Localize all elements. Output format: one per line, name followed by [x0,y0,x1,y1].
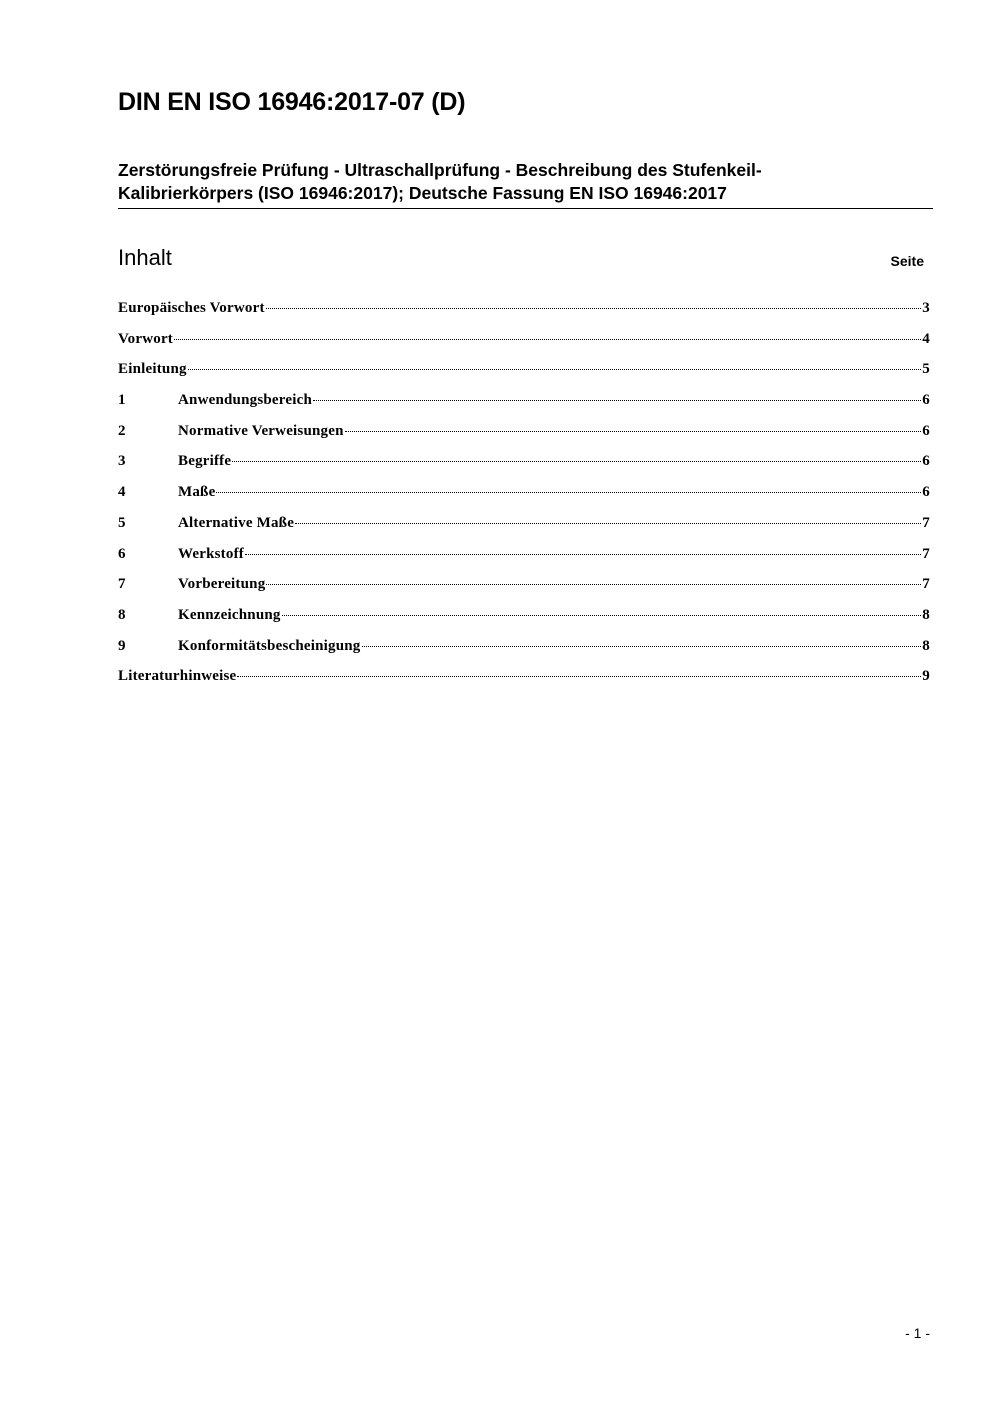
toc-entry-title[interactable]: Begriffe [178,453,232,470]
toc-entry-page[interactable]: 9 [922,668,930,685]
toc-leader-dots [174,339,921,340]
toc-entry-title[interactable]: Einleitung [118,361,187,378]
toc-entry-title[interactable]: Kennzeichnung [178,606,281,623]
toc-entry-title[interactable]: Vorwort [118,330,173,347]
toc-entry-page[interactable]: 7 [922,576,930,593]
toc-entry-number: 3 [118,453,126,470]
toc-entry-begriffe[interactable] [118,453,930,484]
toc-entry-title[interactable]: Literaturhinweise [118,668,237,685]
toc-entry-europaeisches-vorwort[interactable] [118,300,930,331]
table-of-contents [118,300,930,699]
toc-leader-dots [266,308,922,309]
toc-entry-page[interactable]: 5 [922,361,930,378]
toc-entry-title[interactable]: Vorbereitung [178,576,266,593]
toc-entry-kennzeichnung[interactable] [118,607,930,638]
toc-entry-number: 5 [118,514,126,531]
toc-entry-page[interactable]: 7 [922,545,930,562]
toc-entry-title[interactable]: Anwendungsbereich [178,392,312,409]
toc-entry-page[interactable]: 8 [922,637,930,654]
toc-entry-alternative-masse[interactable] [118,515,930,546]
toc-entry-title[interactable]: Normative Verweisungen [178,422,344,439]
toc-entry-number: 7 [118,576,126,593]
toc-entry-page[interactable]: 7 [922,514,930,531]
toc-entry-number: 9 [118,637,126,654]
toc-leader-dots [313,400,921,401]
toc-entry-page[interactable]: 4 [922,330,930,347]
toc-entry-masse[interactable] [118,484,930,515]
toc-leader-dots [282,615,922,616]
toc-page-label: Seite [890,253,924,269]
toc-entry-vorbereitung[interactable] [118,576,930,607]
toc-leader-dots [345,431,922,432]
toc-leader-dots [232,461,921,462]
toc-entry-page[interactable]: 6 [922,453,930,470]
subtitle-line-1: Zerstörungsfreie Prüfung - Ultraschallprüfung - Beschreibung des Stufenkeil- [118,160,762,180]
toc-leader-dots [188,369,922,370]
toc-entry-page[interactable]: 6 [922,422,930,439]
toc-entry-normative-verweisungen[interactable] [118,423,930,454]
toc-entry-number: 8 [118,606,126,623]
toc-entry-title[interactable]: Europäisches Vorwort [118,300,265,316]
toc-entry-konformitaetsbescheinigung[interactable] [118,638,930,669]
toc-entry-number: 6 [118,545,126,562]
toc-entry-title[interactable]: Werkstoff [178,545,244,562]
toc-entry-vorwort[interactable] [118,331,930,362]
toc-entry-number: 4 [118,484,126,501]
toc-leader-dots [245,554,921,555]
toc-entry-einleitung[interactable] [118,361,930,392]
toc-entry-page[interactable]: 6 [922,392,930,409]
document-title: DIN EN ISO 16946:2017-07 (D) [118,88,466,116]
toc-heading: Inhalt [118,245,172,270]
toc-leader-dots [237,676,921,677]
toc-entry-number: 1 [118,392,126,409]
toc-entry-title[interactable]: Maße [178,484,216,501]
page-number: - 1 - [905,1325,930,1341]
toc-entry-page[interactable]: 8 [922,606,930,623]
toc-entry-literaturhinweise[interactable] [118,668,930,699]
document-subtitle [118,159,933,209]
toc-entry-page[interactable]: 6 [922,484,930,501]
toc-entry-number: 2 [118,422,126,439]
subtitle-line-2: Kalibrierkörpers (ISO 16946:2017); Deutsche Fassung EN ISO 16946:2017 [118,183,727,203]
toc-leader-dots [362,646,922,647]
toc-entry-title[interactable]: Alternative Maße [178,514,295,531]
toc-leader-dots [295,523,921,524]
toc-entry-werkstoff[interactable] [118,546,930,577]
toc-entry-title[interactable]: Konformitätsbescheinigung [178,637,361,654]
toc-entry-anwendungsbereich[interactable] [118,392,930,423]
toc-entry-page[interactable]: 3 [922,300,930,316]
toc-leader-dots [266,584,921,585]
toc-leader-dots [216,492,921,493]
